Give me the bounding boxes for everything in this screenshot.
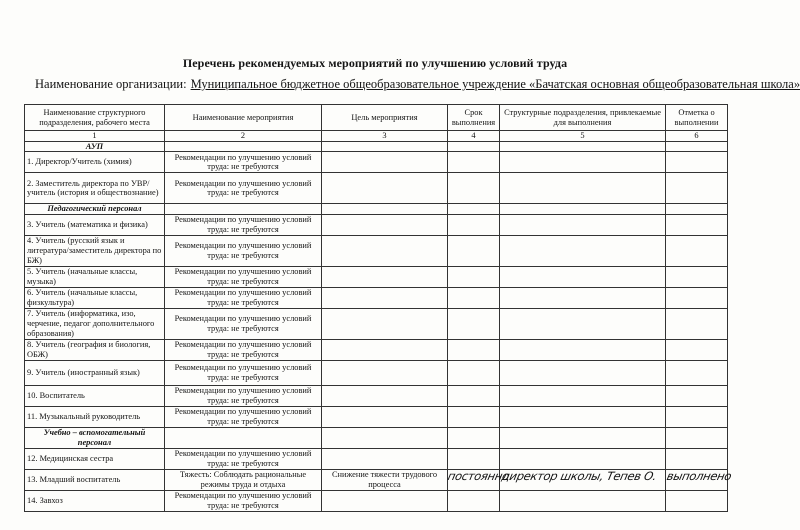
- col-number: 6: [666, 131, 728, 142]
- row-place: 14. Завхоз: [25, 490, 165, 511]
- handwritten-term-text: постоянно: [446, 469, 511, 483]
- handwritten-done: [665, 467, 733, 485]
- col-number: 1: [25, 131, 165, 142]
- row-measure: Рекомендации по улучшению условий труда: не требуются: [165, 214, 322, 235]
- row-place: 12. Медицинская сестра: [25, 448, 165, 469]
- table-row: [25, 235, 728, 266]
- row-measure: Рекомендации по улучшению условий труда: не требуются: [165, 308, 322, 339]
- row-place: 1. Директор/Учитель (химия): [25, 152, 165, 173]
- table-row: [25, 385, 728, 406]
- header-measure: Наименование мероприятия: [165, 105, 322, 131]
- handwritten-department-text: директор школы, Тепев О.: [500, 469, 658, 483]
- column-number-row: [25, 131, 728, 142]
- header-place: Наименование структурного подразделения, рабочего места: [25, 105, 165, 131]
- row-measure: Рекомендации по улучшению условий труда: не требуются: [165, 339, 322, 360]
- col-number: 3: [322, 131, 448, 142]
- row-measure: Рекомендации по улучшению условий труда: не требуются: [165, 287, 322, 308]
- row-measure: Рекомендации по улучшению условий труда: не требуются: [165, 448, 322, 469]
- section-row: [25, 141, 728, 152]
- organization-line: [35, 77, 800, 92]
- row-measure: Рекомендации по улучшению условий труда: не требуются: [165, 235, 322, 266]
- row-measure: Рекомендации по улучшению условий труда: не требуются: [165, 173, 322, 204]
- table-row: [25, 266, 728, 287]
- table-row: [25, 214, 728, 235]
- row-measure: Рекомендации по улучшению условий труда: не требуются: [165, 360, 322, 385]
- row-place: 2. Заместитель директора по УВР/учитель (история и обществознание): [25, 173, 165, 204]
- row-measure: Рекомендации по улучшению условий труда: не требуются: [165, 152, 322, 173]
- handwritten-department: [502, 467, 666, 485]
- page-title: Перечень рекомендуемых мероприятий по улучшению условий труда: [182, 56, 568, 70]
- handwritten-term: [446, 467, 511, 485]
- row-place: 4. Учитель (русский язык и литература/заместитель директора по БЖ): [25, 235, 165, 266]
- row-place: 3. Учитель (математика и физика): [25, 214, 165, 235]
- header-row: [25, 105, 728, 131]
- row-measure: Рекомендации по улучшению условий труда: не требуются: [165, 406, 322, 427]
- row-measure: Тяжесть: Соблюдать рациональные режимы труда и отдыха: [165, 469, 322, 490]
- row-place: 13. Младший воспитатель: [25, 469, 165, 490]
- section-pedagogical: Педагогический персонал: [25, 204, 165, 215]
- row-measure: Рекомендации по улучшению условий труда: не требуются: [165, 490, 322, 511]
- section-auxiliary: Учебно – вспомогательный персонал: [25, 427, 165, 448]
- row-place: 11. Музыкальный руководитель: [25, 406, 165, 427]
- row-place: 6. Учитель (начальные классы, физкультура): [25, 287, 165, 308]
- col-number: 2: [165, 131, 322, 142]
- header-term: Срок выполнения: [448, 105, 500, 131]
- section-row: [25, 204, 728, 215]
- table-row: [25, 287, 728, 308]
- table-row: [25, 152, 728, 173]
- table-row: [25, 406, 728, 427]
- row-place: 5. Учитель (начальные классы, музыка): [25, 266, 165, 287]
- section-aup: АУП: [25, 141, 165, 152]
- organization-label: Наименование организации:: [35, 77, 187, 91]
- col-number: 5: [500, 131, 666, 142]
- organization-name: Муниципальное бюджетное общеобразовательное учреждение «Бачатская основная общеобразовательная школа»: [190, 77, 800, 91]
- section-row: [25, 427, 728, 448]
- table-row: [25, 360, 728, 385]
- row-measure: Рекомендации по улучшению условий труда: не требуются: [165, 385, 322, 406]
- header-goal: Цель мероприятия: [322, 105, 448, 131]
- row-place: 9. Учитель (иностранный язык): [25, 360, 165, 385]
- row-place: 10. Воспитатель: [25, 385, 165, 406]
- handwritten-done-text: выполнено: [665, 469, 733, 483]
- table-row: [25, 339, 728, 360]
- measures-table: [24, 104, 728, 512]
- col-number: 4: [448, 131, 500, 142]
- table-row: [25, 173, 728, 204]
- row-measure: Рекомендации по улучшению условий труда: не требуются: [165, 266, 322, 287]
- header-done-mark: Отметка о выполнении: [666, 105, 728, 131]
- table-row: [25, 308, 728, 339]
- row-place: 7. Учитель (информатика, изо, черчение, педагог дополнительного образования): [25, 308, 165, 339]
- row-goal: Снижение тяжести трудового процесса: [322, 469, 448, 490]
- header-departments: Структурные подразделения, привлекаемые для выполнения: [500, 105, 666, 131]
- table-row: [25, 490, 728, 511]
- row-place: 8. Учитель (география и биология, ОБЖ): [25, 339, 165, 360]
